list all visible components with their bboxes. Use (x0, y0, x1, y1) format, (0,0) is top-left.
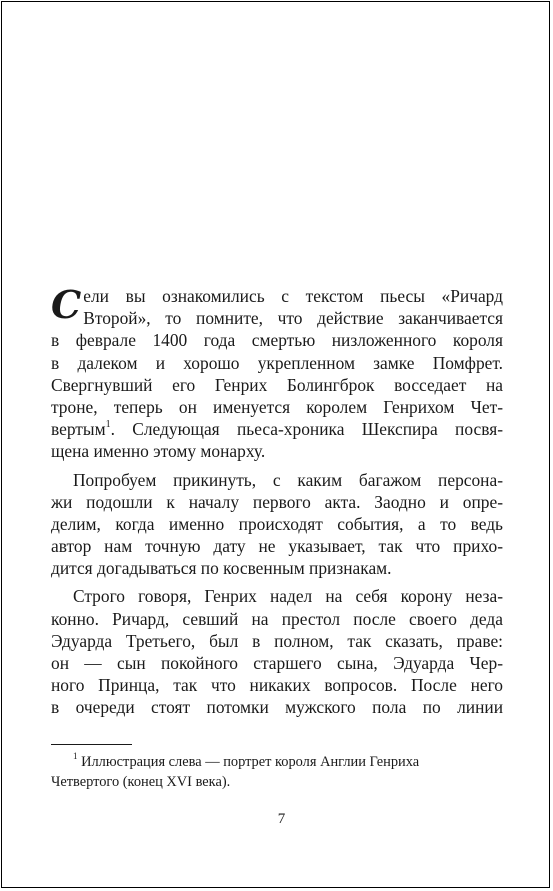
footnote-reference: 1 (105, 419, 111, 431)
main-text (51, 285, 503, 719)
text-line: троне, теперь он именуется королем Генрихом Чет- (51, 396, 503, 417)
text-line: конно. Ричард, севший на престол после своего деда (51, 608, 503, 629)
text-line: Эдуарда Третьего, был в полном, так сказать, праве: (51, 630, 503, 651)
text-line: дится догадываться по косвенным признакам. (51, 558, 392, 579)
text-line: он — сын покойного старшего сына, Эдуарда Чер- (51, 653, 503, 673)
footnote-divider (51, 744, 132, 745)
footnote-line (51, 752, 503, 772)
text-line: Попробуем прикинуть, с каким багажом персона- (73, 469, 503, 490)
text-line: автор нам точную дату не указывает, так что прихо- (51, 536, 503, 557)
text-line: Свергнувший его Генрих Болингброк восседает на (51, 374, 503, 395)
footnote-text: Иллюстрация слева — портрет короля Англии Генриха (77, 754, 420, 770)
page-number: 7 (277, 811, 286, 827)
text-line: щена именно этому монарху. (51, 441, 266, 462)
footnote (51, 752, 503, 792)
text-line: в очереди стоят потомки мужского пола по линии (51, 697, 503, 718)
text-line: ного Принца, так что никаких вопросов. После него (51, 675, 503, 696)
paragraph-1 (51, 285, 503, 329)
text-line: в далеком и хорошо укрепленном замке Помфрет. (51, 352, 503, 373)
footnote-marker: 1 (73, 751, 78, 762)
footnote-line: Четвертого (конец XVI века). (51, 774, 231, 790)
text-line: жи подошли к началу первого акта. Заодно и опре- (51, 491, 503, 512)
text-line: Строго говоря, Генрих надел на себя корону неза- (73, 586, 503, 607)
text-line: делим, когда именно происходят события, а то ведь (51, 513, 503, 534)
text-line: ели вы ознакомились с текстом пьесы «Ричард (83, 286, 503, 306)
text-line-with-footnote (51, 418, 503, 440)
paragraph-3 (51, 585, 503, 718)
paragraph-2 (51, 469, 503, 580)
text-fragment: . Следующая пьеса-хроника Шекспира посвя- (110, 419, 503, 440)
text-line: в феврале 1400 года смертью низложенного короля (51, 330, 503, 351)
text-line: Второй», то помните, что действие заканчивается (83, 308, 503, 329)
text-fragment: вертым (51, 419, 106, 440)
drop-cap: С (51, 285, 82, 327)
